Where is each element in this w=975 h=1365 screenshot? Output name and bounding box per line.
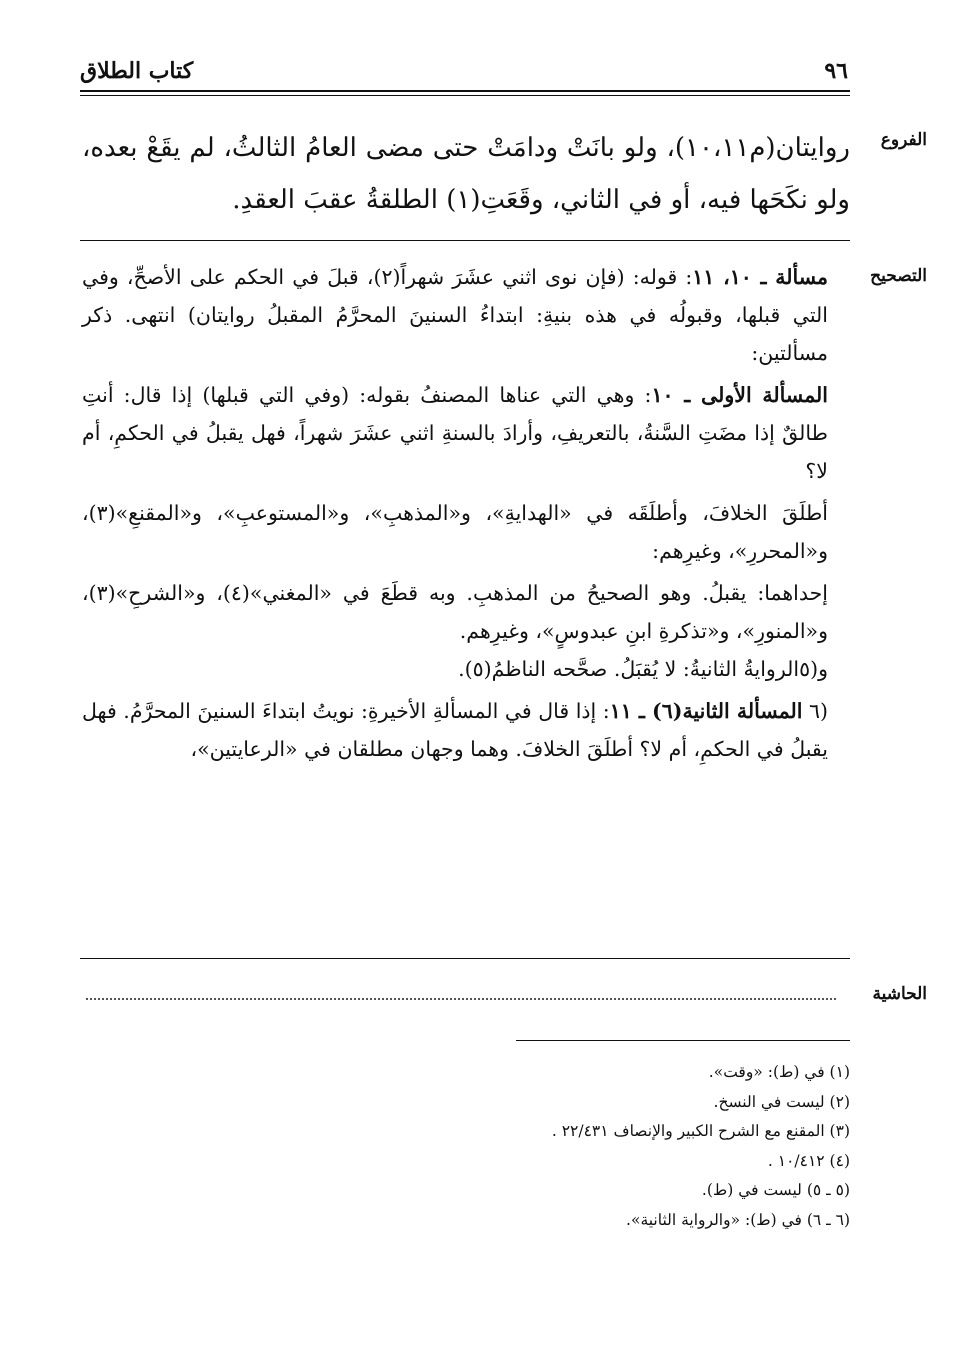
page-number: ٩٦ xyxy=(824,58,848,84)
tashih-text xyxy=(82,258,850,768)
footnote: (٣) المقنع مع الشرح الكبير والإنصاف ٢٢/٤٣١ . xyxy=(551,1122,850,1140)
header-rule xyxy=(80,90,850,96)
tashih-paragraph xyxy=(82,258,850,372)
footnotes xyxy=(360,1058,850,1235)
tashih-paragraph: إحداهما: يقبلُ. وهو الصحيحُ من المذهبِ. وبه قطَعَ في «المغني»(٤)، و«الشرحِ»(٣)، و«المنورِ»، و«تذكرةِ ابنِ عبدوسٍ»، وغيرِهم. xyxy=(82,581,829,643)
footnote-rule xyxy=(516,1040,850,1041)
paragraph-marker: (٦ xyxy=(808,699,828,723)
paragraph-text: : وهي التي عناها المصنفُ بقوله: (وفي التي قبلها) إذا قال: أنتِ طالقٌ إذا مضَتِ السَّنةُ، بالتعريفِ، وأرادَ بالسنةِ اثني عشَرَ شهراً، فهل يقبلُ في الحكمِ، أم لا؟ xyxy=(82,383,828,483)
issue-heading: المسألة الثانية(٦) ـ ١١ xyxy=(609,699,803,723)
issue-heading: مسألة ـ ١٠، ١١ xyxy=(692,265,828,289)
book-title: كتاب الطلاق xyxy=(80,58,194,84)
furu-label: الفروع xyxy=(880,130,927,150)
footnote: (٦ ـ ٦) في (ط): «والرواية الثانية». xyxy=(626,1210,850,1229)
paragraph-text: : إذا قال في المسألةِ الأخيرةِ: نويتُ ابتداءَ السنينَ المحرَّمُ. فهل يقبلُ في الحكمِ، أم لا؟ أطلَقَ الخلافَ. وهما وجهان مطلقان في «الرعايتين»، xyxy=(82,699,828,761)
hashiya-dotted-line xyxy=(86,998,836,1000)
tashih-paragraph xyxy=(82,376,850,490)
footnote: (٤) ١٠/٤١٢ . xyxy=(767,1151,850,1170)
footnote: (١) في (ط): «وقت». xyxy=(708,1063,850,1081)
furu-text: روايتان(م١٠،١١)، ولو بانَتْ ودامَتْ حتى مضى العامُ الثالثُ، لم يقَعْ بعده، ولو نكَحَها فيه، أو في الثاني، وقَعَتِ(١) الطلقةُ عقبَ العقدِ. xyxy=(82,133,850,215)
tashih-label: التصحيح xyxy=(870,266,927,286)
hashiya-label: الحاشية xyxy=(872,984,927,1004)
tashih-paragraph xyxy=(82,692,850,768)
issue-heading: المسألة الأولى ـ ١٠ xyxy=(651,383,828,407)
paragraph-text: : قوله: (فإن نوى اثني عشَرَ شهراً(٢)، قبلَ في الحكم على الأصحِّ، وفي التي قبلها، وقبولُه في هذه بنيةِ: ابتداءُ السنينَ المحرَّمُ المقبلُ روايتان) انتهى. ذكر مسألتين: xyxy=(82,265,828,365)
section-divider xyxy=(80,958,850,959)
footnote: (٥ ـ ٥) ليست في (ط). xyxy=(701,1181,850,1199)
tashih-paragraph: و(٥الروايةُ الثانيةُ: لا يُقبَلُ. صحَّحه الناظمُ(٥). xyxy=(458,657,828,681)
page-header xyxy=(80,58,850,88)
tashih-paragraph: أطلَقَ الخلافَ، وأطلَقَه في «الهدايةِ»، و«المذهبِ»، و«المستوعبِ»، و«المقنعِ»(٣)، و«المحررِ»، وغيرِهم: xyxy=(82,501,828,563)
footnote: (٢) ليست في النسخ. xyxy=(713,1092,850,1111)
section-divider xyxy=(80,240,850,241)
